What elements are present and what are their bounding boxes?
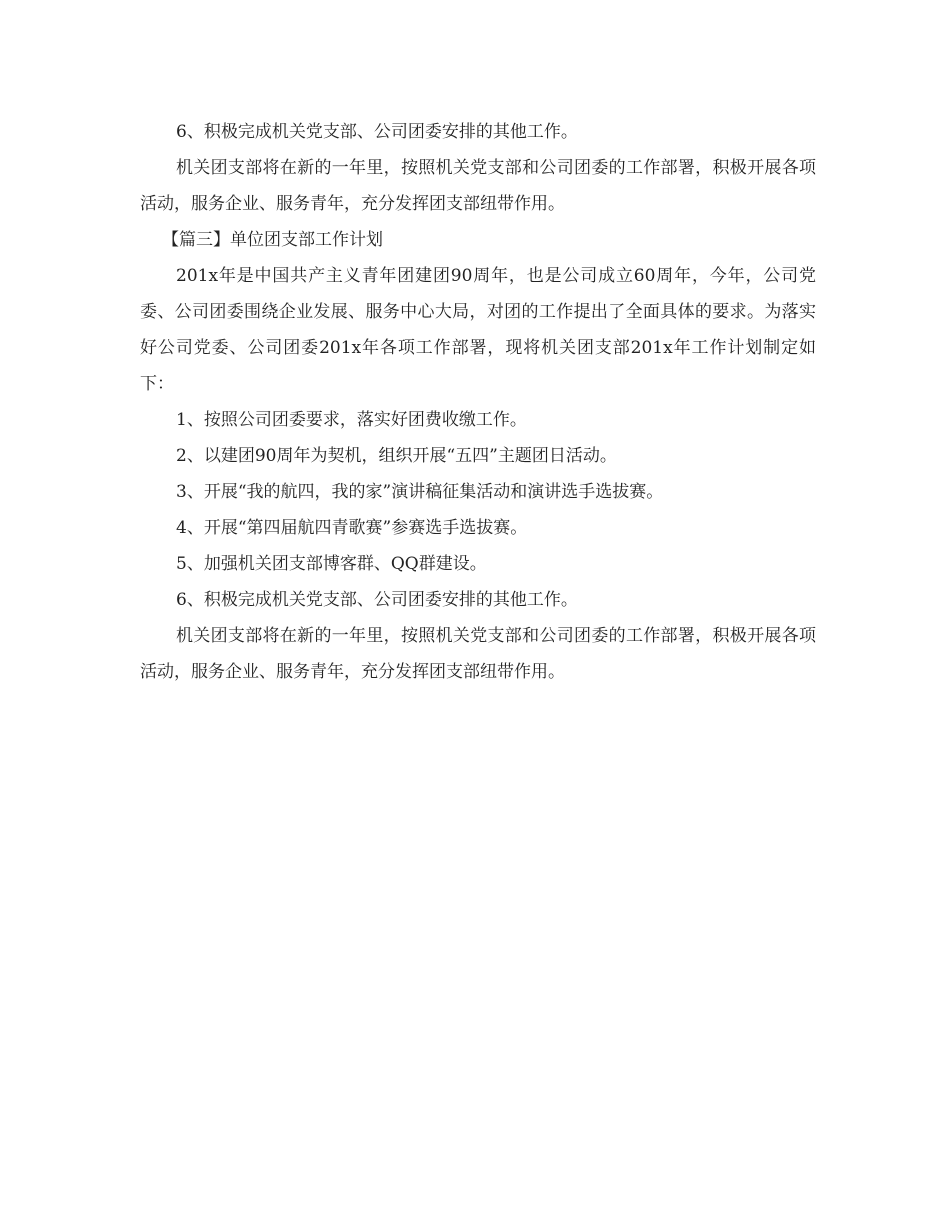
paragraph-item-6: 6、积极完成机关党支部、公司团委安排的其他工作。 — [176, 122, 578, 142]
paragraph-closing-repeat: 机关团支部将在新的一年里，按照机关党支部和公司团委的工作部署，积极开展各项活动，服务企业、服务青年，充分发挥团支部纽带作用。 — [140, 626, 816, 682]
paragraph-item-2: 2、以建团90周年为契机，组织开展“五四”主题团日活动。 — [176, 446, 617, 466]
paragraph-item-4: 4、开展“第四届航四青歌赛”参赛选手选拔赛。 — [176, 518, 528, 538]
section-heading: 【篇三】单位团支部工作计划 — [162, 230, 383, 250]
paragraph-item-3: 3、开展“我的航四，我的家”演讲稿征集活动和演讲选手选拔赛。 — [176, 482, 664, 502]
paragraph-intro: 201x年是中国共产主义青年团建团90周年，也是公司成立60周年，今年，公司党委、公司团委围绕企业发展、服务中心大局，对团的工作提出了全面具体的要求。为落实好公司党委、公司团委201x年各项工作部署，现将机关团支部201x年工作计划制定如下： — [140, 266, 816, 394]
document-body — [140, 114, 816, 690]
paragraph-closing: 机关团支部将在新的一年里，按照机关党支部和公司团委的工作部署，积极开展各项活动，服务企业、服务青年，充分发挥团支部纽带作用。 — [140, 158, 816, 214]
paragraph-item-5: 5、加强机关团支部博客群、QQ群建设。 — [176, 554, 487, 574]
paragraph-item-1: 1、按照公司团委要求，落实好团费收缴工作。 — [176, 410, 527, 430]
paragraph-item-6-repeat: 6、积极完成机关党支部、公司团委安排的其他工作。 — [176, 590, 578, 610]
